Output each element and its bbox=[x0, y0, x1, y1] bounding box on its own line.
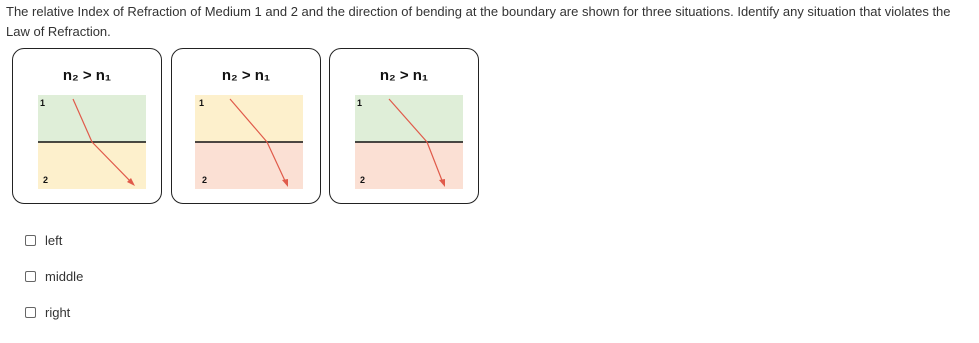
answer-options bbox=[25, 229, 83, 337]
option-right[interactable] bbox=[25, 301, 83, 323]
option-left[interactable] bbox=[25, 229, 83, 251]
option-middle[interactable] bbox=[25, 265, 83, 287]
medium-1-label: 1 bbox=[40, 98, 46, 108]
index-relation: n₂ > n₁ bbox=[379, 67, 429, 84]
option-right-checkbox[interactable] bbox=[25, 307, 36, 318]
panel-diagram bbox=[172, 49, 322, 205]
medium-1-label: 1 bbox=[357, 98, 363, 108]
medium-1-label: 1 bbox=[199, 98, 205, 108]
option-middle-checkbox[interactable] bbox=[25, 271, 36, 282]
index-relation: n₂ > n₁ bbox=[62, 67, 112, 84]
medium-1-region bbox=[195, 95, 303, 142]
medium-1-region bbox=[355, 95, 463, 142]
panel-left bbox=[12, 48, 162, 204]
medium-2-label: 2 bbox=[202, 175, 208, 185]
index-relation: n₂ > n₁ bbox=[221, 67, 271, 84]
medium-1-region bbox=[38, 95, 146, 142]
panel-diagram bbox=[13, 49, 163, 205]
panel-middle bbox=[171, 48, 321, 204]
medium-2-region bbox=[355, 142, 463, 189]
option-middle-label: middle bbox=[45, 268, 84, 284]
refraction-figure bbox=[12, 48, 482, 208]
option-left-label: left bbox=[45, 232, 63, 248]
panel-right bbox=[329, 48, 479, 204]
medium-2-label: 2 bbox=[360, 175, 366, 185]
option-right-label: right bbox=[45, 304, 71, 320]
panel-diagram bbox=[330, 49, 480, 205]
medium-2-label: 2 bbox=[43, 175, 49, 185]
option-left-checkbox[interactable] bbox=[25, 235, 36, 246]
question-text: The relative Index of Refraction of Medium 1 and 2 and the direction of bending at the boundary are shown for three situations. Identify any situation that violates the Law of Refraction. bbox=[6, 4, 951, 39]
